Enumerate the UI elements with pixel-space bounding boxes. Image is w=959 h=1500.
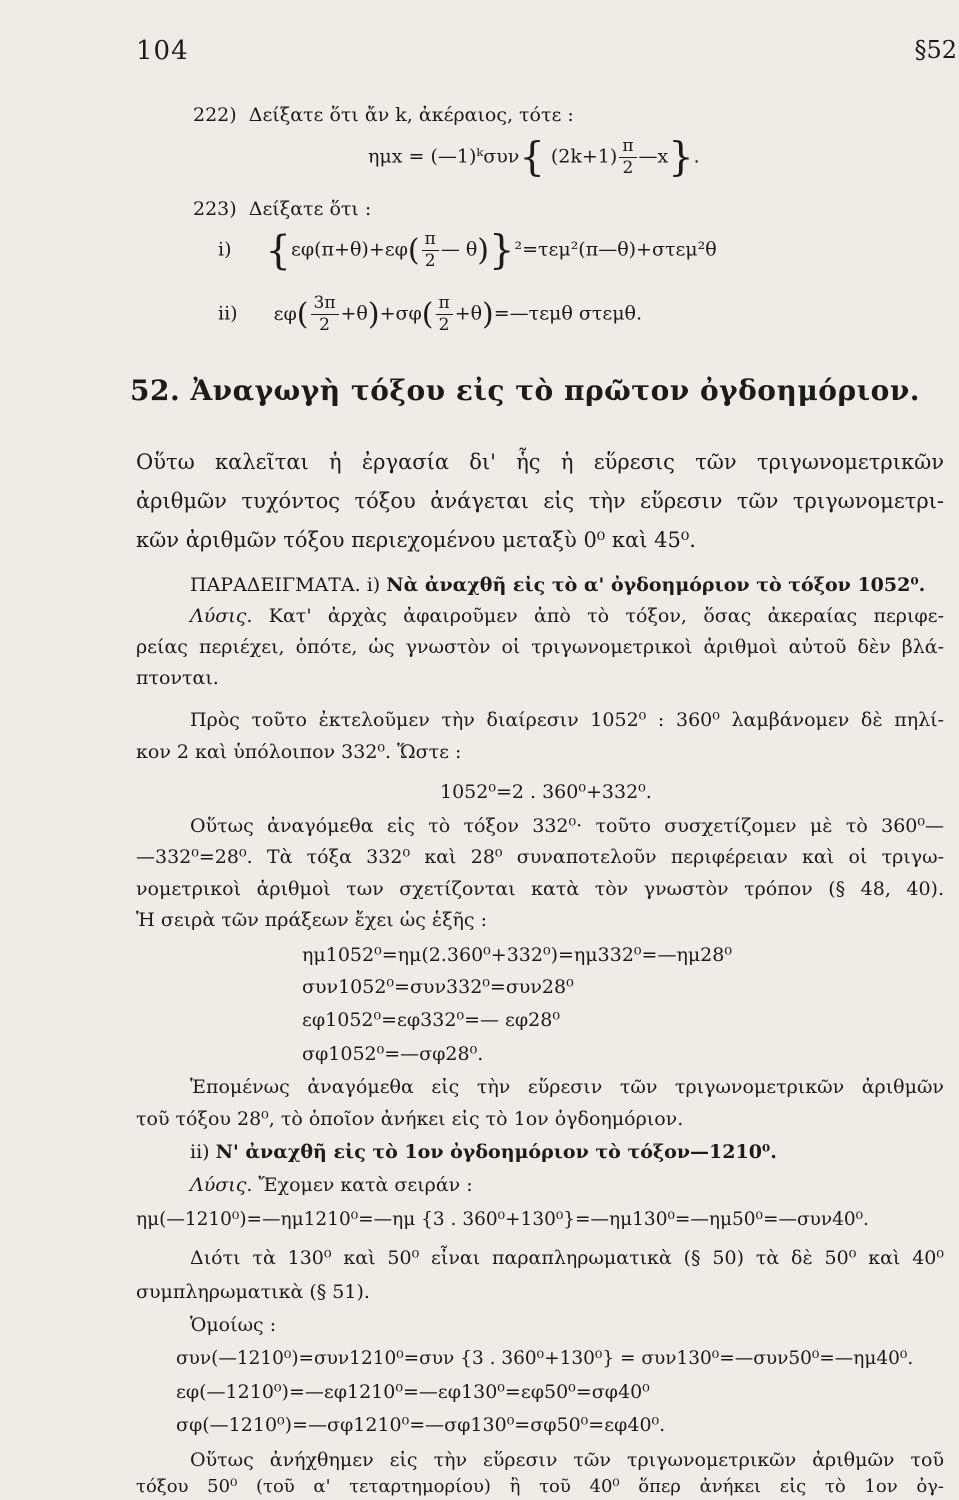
formula-223-i-label: i) <box>218 238 232 261</box>
formula-223-ii-c: +σφ <box>379 302 422 325</box>
example-1-line-6: Οὕτως ἀναγόμεθα εἰς τὸ τόξον 332⁰· τοῦτο συσχετίζομεν μὲ τὸ 360⁰— <box>190 815 944 837</box>
example-2-equation-3: εφ(—1210⁰)=—εφ1210⁰=—εφ130⁰=εφ50⁰=σφ40⁰ <box>176 1381 650 1403</box>
reduction-tan: εφ1052⁰=εφ332⁰=— εφ28⁰ <box>302 1009 560 1031</box>
example-2-equation-1: ημ(—1210⁰)=—ημ1210⁰=—ημ {3 . 360⁰+130⁰}=—ημ130⁰=—ημ50⁰=—συν40⁰. <box>136 1209 869 1230</box>
fraction-pi-over-2 <box>619 138 636 177</box>
reduction-cos: συν1052⁰=συν332⁰=συν28⁰ <box>302 976 574 998</box>
exercise-222-text: Δείξατε ὅτι ἄν k, ἀκέραιος, τότε : <box>248 104 574 126</box>
formula-223-i <box>218 227 717 274</box>
formula-223-i-b: — θ <box>440 238 478 261</box>
example-1-line-1-text: Κατ' ἀρχὰς ἀφαιροῦμεν ἀπὸ τὸ τόξον, ὅσας ἀκεραίας περιφε- <box>268 605 944 627</box>
formula-223-ii <box>218 295 642 334</box>
example-1-line-11: τοῦ τόξου 28⁰, τὸ ὁποῖον ἀνήκει εἰς τὸ 1ον ὀγδοημόριον. <box>136 1108 684 1130</box>
example-1-line-3: πτονται. <box>136 667 219 689</box>
fraction-3pi-over-2 <box>311 295 339 334</box>
example-1-title: Νὰ ἀναχθῆ εἰς τὸ α' ὀγδοημόριον τὸ τόξον 1052⁰. <box>386 574 926 596</box>
formula-223-ii-b: +θ <box>340 302 368 325</box>
example-1-label: ΠΑΡΑΔΕΙΓΜΑΤΑ. i) <box>190 574 381 596</box>
formula-222 <box>368 134 700 181</box>
example-1-line-8: νομετρικοὶ ἀριθμοὶ των σχετίζονται κατὰ τὸν γνωστὸν τρόπον (§ 48, 40). <box>136 878 944 900</box>
brace-right: } <box>668 134 694 181</box>
intro-line-1: Οὕτω καλεῖται ἡ ἐργασία δι' ἧς ἡ εὕρεσις τῶν τριγωνομετρικῶν <box>136 450 944 474</box>
paren-right: ) <box>477 233 489 268</box>
example-2-equation-4: σφ(—1210⁰)=—σφ1210⁰=—σφ130⁰=σφ50⁰=εφ40⁰. <box>176 1414 666 1436</box>
formula-223-ii-d: +θ <box>454 302 483 325</box>
brace-left: { <box>519 134 545 181</box>
example-2-line-6: τόξου 50⁰ (τοῦ α' τεταρτημορίου) ἢ τοῦ 40⁰ ὅπερ ἀνήκει εἰς τὸ 1ον ὀγ- <box>136 1476 944 1497</box>
brace-right: } <box>489 227 515 274</box>
fraction-pi-over-2 <box>436 295 453 334</box>
brace-left: { <box>265 227 291 274</box>
example-1-heading <box>190 574 925 596</box>
exercise-222-label: 222) <box>193 104 237 126</box>
intro-line-2: ἀριθμῶν τυχόντος τόξου ἀνάγεται εἰς τὴν εὕρεσιν τῶν τριγωνομετρι- <box>136 489 944 513</box>
example-2-heading <box>190 1141 777 1163</box>
formula-223-i-a: εφ(π+θ)+εφ <box>291 238 408 261</box>
intro-line-3: κῶν ἀριθμῶν τόξου περιεχομένου μεταξὺ 0⁰ καὶ 45⁰. <box>136 528 696 552</box>
formula-222-lhs: ημx = (—1)ᵏσυν <box>368 145 520 168</box>
example-1-line-7: —332⁰=28⁰. Τὰ τόξα 332⁰ καὶ 28⁰ συναποτελοῦν περιφέρειαν καὶ οἱ τριγω- <box>136 846 944 868</box>
example-2-title: Ν' ἀναχθῆ εἰς τὸ 1ον ὀγδοημόριον τὸ τόξον—1210⁰. <box>215 1141 777 1163</box>
reduction-cot: σφ1052⁰=—σφ28⁰. <box>302 1043 484 1065</box>
fraction-pi-over-2 <box>422 231 439 270</box>
page-number: 104 <box>136 36 189 66</box>
example-1-line-5: κον 2 καὶ ὑπόλοιπον 332⁰. Ὥστε : <box>136 741 462 763</box>
paren-right: ) <box>367 297 380 332</box>
fraction-numerator: 3π <box>311 295 339 315</box>
formula-223-ii-e: =—τεμθ στεμθ. <box>493 302 643 325</box>
solution-label: Λύσις. <box>190 1174 253 1196</box>
example-2-line-5: Οὕτως ἀνήχθημεν εἰς τὴν εὕρεσιν τῶν τριγωνομετρικῶν ἀριθμῶν τοῦ <box>190 1449 944 1471</box>
paren-left: ( <box>296 297 309 332</box>
formula-223-ii-a: εφ <box>273 302 297 325</box>
example-1-line-10: Ἑπομένως ἀναγόμεθα εἰς τὴν εὕρεσιν τῶν τριγωνομετρικῶν ἀριθμῶν <box>190 1076 944 1098</box>
example-2-line-1-text: Ἔχομεν κατὰ σειράν : <box>258 1174 473 1196</box>
exercise-222 <box>193 104 574 126</box>
section-marker: §52 <box>914 36 957 64</box>
fraction-numerator: π <box>422 231 439 251</box>
fraction-denominator: 2 <box>622 158 634 178</box>
example-1-line-9: Ἡ σειρὰ τῶν πράξεων ἔχει ὡς ἑξῆς : <box>136 909 488 931</box>
example-2-equation-2: συν(—1210⁰)=συν1210⁰=συν {3 . 360⁰+130⁰} = συν130⁰=—συν50⁰=—ημ40⁰. <box>176 1348 914 1369</box>
example-1-line-2: ρείας περιέχει, ὁπότε, ὡς γνωστὸν οἱ τριγωνομετρικοὶ ἀριθμοὶ αὐτοῦ δὲν βλά- <box>136 636 944 658</box>
example-2-line-3: συμπληρωματικὰ (§ 51). <box>136 1281 370 1303</box>
solution-label: Λύσις. <box>190 605 253 627</box>
example-2-line-2: Διότι τὰ 130⁰ καὶ 50⁰ εἶναι παραπληρωματικὰ (§ 50) τὰ δὲ 50⁰ καὶ 40⁰ <box>190 1247 944 1269</box>
section-heading: 52. Ἀναγωγὴ τόξου εἰς τὸ πρῶτον ὀγδοημόριον. <box>130 374 921 407</box>
paren-left: ( <box>421 297 434 332</box>
fraction-numerator: π <box>619 138 636 158</box>
example-1-line-1 <box>136 605 944 627</box>
paren-right: ) <box>482 297 494 332</box>
reduction-sin: ημ1052⁰=ημ(2.360⁰+332⁰)=ημ332⁰=—ημ28⁰ <box>302 944 732 966</box>
example-2-label: ii) <box>190 1141 210 1163</box>
formula-223-ii-label: ii) <box>218 302 238 325</box>
example-2-line-4: Ὁμοίως : <box>190 1314 277 1336</box>
fraction-denominator: 2 <box>319 315 330 335</box>
fraction-denominator: 2 <box>438 315 450 335</box>
fraction-numerator: π <box>436 295 453 315</box>
formula-222-inner-b: —x <box>638 145 669 168</box>
paren-left: ( <box>407 233 420 268</box>
example-1-equation: 1052⁰=2 . 360⁰+332⁰. <box>440 781 652 803</box>
exercise-223-label: 223) <box>193 198 237 220</box>
example-1-line-4: Πρὸς τοῦτο ἐκτελοῦμεν τὴν διαίρεσιν 1052⁰ : 360⁰ λαμβάνομεν δὲ πηλί- <box>190 709 944 731</box>
example-2-line-1 <box>190 1174 473 1196</box>
fraction-denominator: 2 <box>424 251 436 271</box>
formula-223-i-c: ²=τεμ²(π—θ)+στεμ²θ <box>514 238 717 261</box>
formula-222-inner-a: (2k+1) <box>550 145 618 168</box>
exercise-223 <box>193 198 371 220</box>
formula-222-end: . <box>693 145 700 168</box>
exercise-223-text: Δείξατε ὅτι : <box>248 198 372 220</box>
